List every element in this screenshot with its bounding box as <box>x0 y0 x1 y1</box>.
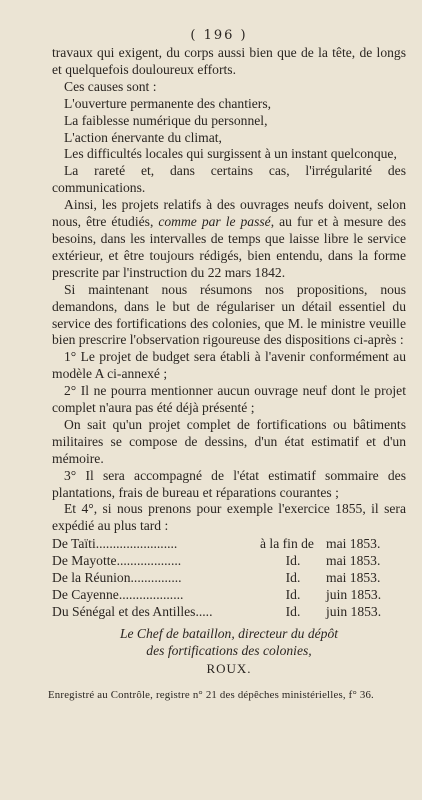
place-label: De Cayenne <box>52 587 119 603</box>
paragraph: travaux qui exigent, du corps aussi bien que de la tête, de longs et quelquefois douloureux efforts. <box>52 45 406 77</box>
paragraph <box>52 197 406 282</box>
numbered-item: 2° Il ne pourra mentionner aucun ouvrage neuf dont le projet complet n'aura pas été déjà présenté ; <box>52 383 406 416</box>
paragraph: On sait qu'un projet complet de fortifications ou bâtiments militaires se compose de dessins, d'un état estimatif et d'un mémoire. <box>52 416 406 466</box>
page-number: ( 196 ) <box>190 28 248 43</box>
place-label: De Taïti <box>52 536 96 552</box>
table-cell-date: juin 1853. <box>326 604 382 620</box>
signatory-name: ROUX. <box>206 661 252 677</box>
causes-list <box>52 96 406 197</box>
emphasis-text: comme par le passé <box>158 214 271 230</box>
body-text <box>52 45 406 535</box>
table-cell-prefix: Id. <box>285 587 301 603</box>
table-cell-place <box>52 569 260 586</box>
table-cell-place <box>52 535 260 552</box>
leader-dots: ..... <box>195 604 213 620</box>
table-cell-prefix: à la fin de <box>260 536 314 552</box>
dispatch-schedule-table <box>52 535 406 620</box>
table-row <box>52 535 406 552</box>
list-item: L'action énervante du climat, <box>64 129 222 145</box>
leader-dots: ............... <box>130 570 182 586</box>
leader-dots: ................... <box>118 587 184 603</box>
paragraph: Et 4°, si nous prenons pour exemple l'exercice 1855, il sera expédié au plus tard : <box>52 501 406 534</box>
place-label: De la Réunion <box>52 570 131 586</box>
list-item: La faiblesse numérique du personnel, <box>64 112 268 128</box>
place-label: Du Sénégal et des Antilles <box>52 604 196 620</box>
numbered-item: 1° Le projet de budget sera établi à l'avenir conformément au modèle A ci-annexé ; <box>52 349 406 382</box>
list-item: L'ouverture permanente des chantiers, <box>64 95 272 111</box>
table-row <box>52 603 406 620</box>
place-label: De Mayotte <box>52 553 117 569</box>
signature-title-line: Le Chef de bataillon, directeur du dépôt <box>119 626 339 642</box>
leader-dots: ........................ <box>95 536 178 552</box>
paragraph: Ces causes sont : <box>64 78 157 94</box>
table-cell-date: mai 1853. <box>326 536 381 552</box>
table-cell-prefix: Id. <box>285 570 301 586</box>
leader-dots: ................... <box>116 553 182 569</box>
table-cell-date: mai 1853. <box>326 570 381 586</box>
signature-block <box>52 625 406 677</box>
table-cell-prefix: Id. <box>285 604 301 620</box>
table-cell-prefix: Id. <box>285 553 301 569</box>
text-run: Ainsi, les projets relatifs à des ouvrages neufs doivent, selon nous, être étudiés, <box>52 197 406 230</box>
table-cell-place <box>52 552 260 569</box>
table-row <box>52 552 406 569</box>
signature-title-line: des fortifications des colonies, <box>146 643 312 659</box>
table-cell-place <box>52 586 260 603</box>
table-cell-date: juin 1853. <box>326 587 382 603</box>
text-run: , au fur et à mesure des besoins, dans les intervalles de temps que laisse libre le service extérieur, et être toujours rédigés, bien entendu, dans la forme prescrite par l'instruction du 22 mars 1842. <box>52 214 406 280</box>
table-cell-date: mai 1853. <box>326 553 381 569</box>
table-cell-place <box>52 603 260 620</box>
table-row <box>52 569 406 586</box>
list-item: Les difficultés locales qui surgissent à un instant quelconque, <box>64 146 397 162</box>
numbered-item: 3° Il sera accompagné de l'état estimatif sommaire des plantations, frais de bureau et réparations courantes ; <box>52 467 406 500</box>
registration-note: Enregistré au Contrôle, registre n° 21 des dépêches ministérielles, f° 36. <box>48 689 374 702</box>
table-row <box>52 586 406 603</box>
paragraph: Si maintenant nous résumons nos propositions, nous demandons, dans le but de régulariser un détail essentiel du service des fortifications des colonies, que M. le ministre veuille bien prescrire l'observation rigoureuse des dispositions ci-après : <box>52 281 406 348</box>
list-item: La rareté et, dans certains cas, l'irrégularité des communications. <box>52 163 406 196</box>
